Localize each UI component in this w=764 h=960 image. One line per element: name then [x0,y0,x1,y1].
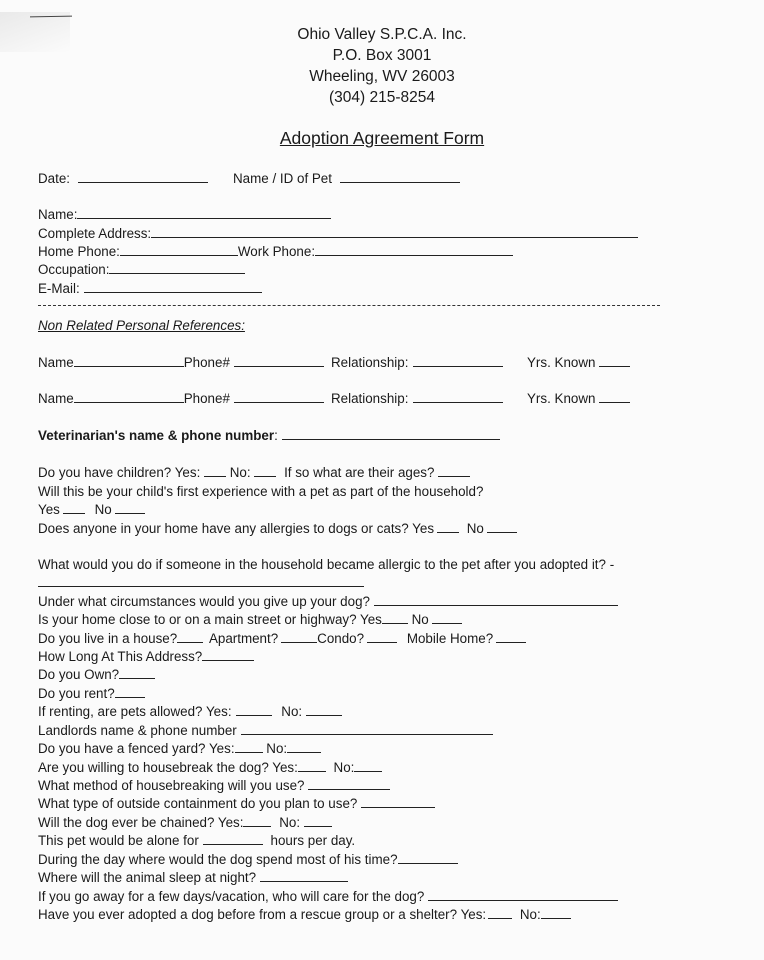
address-label: Complete Address: [38,226,152,241]
fenced-label: Do you have a fenced yard? Yes: [38,741,235,756]
day-spend-row [38,852,458,868]
reference-years [527,391,630,407]
alone-row [38,833,355,849]
condo-field[interactable] [367,631,397,643]
fenced-no-field[interactable] [287,741,321,753]
org-phone: (304) 215-8254 [329,89,435,106]
how-long-row [38,649,254,665]
pets-allowed-no-field[interactable] [306,704,342,716]
allergic-what-label: What would you do if someone in the household became allergic to the pet after you adopted it? - [38,557,615,572]
reference-row [38,355,324,371]
city: Wheeling, WV 26003 [309,68,455,85]
adopted-before-no-label: No: [519,907,541,922]
form-title: Adoption Agreement Form [279,128,485,148]
ref-phone-label: Phone# [183,391,230,406]
apartment-label: Apartment? [208,631,279,646]
email-label: E-Mail: [38,281,80,296]
main-street-no-field[interactable] [432,612,462,624]
ref-rel-field[interactable] [413,391,503,403]
how-long-label: How Long At This Address? [38,649,203,664]
pets-allowed-yes-field[interactable] [236,704,272,716]
day-spend-field[interactable] [398,852,458,864]
give-up-row [38,594,618,610]
children-row [38,465,470,481]
work-phone-field[interactable] [315,244,513,256]
children-no-field[interactable] [254,465,276,477]
chained-row [38,815,332,831]
date-label: Date: [38,171,71,186]
reference-rel [331,355,503,371]
method-label: What method of housebreaking will you use? [38,778,305,793]
allergies-no-label: No [466,521,484,536]
housebreak-no-field[interactable] [354,760,382,772]
first-exp-no-label: No [94,502,112,517]
housebreak-row [38,760,382,776]
references-heading: Non Related Personal References: [38,318,245,333]
housebreak-label: Are you willing to housebreak the dog? Yes: [38,760,298,775]
first-exp-answer [38,502,145,518]
occupation-row [38,262,245,278]
pets-allowed-no-label: No: [281,704,303,719]
housebreak-yes-field[interactable] [298,760,326,772]
dwelling-row [38,631,526,647]
reference-rel [331,391,503,407]
rent-row [38,686,145,702]
children-no-label: No: [229,465,251,480]
occupation-label: Occupation: [38,262,110,277]
ref-years-label: Yrs. Known [527,355,596,370]
how-long-field[interactable] [202,649,254,661]
landlord-field[interactable] [241,723,493,735]
first-exp-yes-label: Yes [38,502,60,517]
rent-label: Do you rent? [38,686,115,701]
ref-rel-label: Relationship: [331,391,409,406]
ref-name-field[interactable] [74,391,184,403]
ref-years-field[interactable] [599,391,630,403]
vet-row [38,428,500,444]
allergies-yes-field[interactable] [437,521,459,533]
chained-no-label: No: [279,815,301,830]
pets-allowed-row [38,704,342,720]
date-row [38,171,208,187]
home-phone-field[interactable] [120,244,238,256]
email-field[interactable] [84,281,262,293]
fenced-row [38,741,321,757]
method-field[interactable] [308,778,390,790]
home-phone-label: Home Phone: [38,244,120,259]
hours-label: hours per day. [270,833,356,848]
allergies-row [38,521,517,537]
section-divider [38,305,660,306]
ref-phone-field[interactable] [234,355,324,367]
own-row [38,667,155,683]
fenced-yes-field[interactable] [235,741,263,753]
main-street-label: Is your home close to or on a main street or highway? Yes [38,612,382,627]
sleep-label: Where will the animal sleep at night? [38,870,257,885]
allergic-what-line [38,575,364,591]
first-exp-no-field[interactable] [115,502,145,514]
vet-colon: : [274,428,278,443]
ref-years-label: Yrs. Known [527,391,596,406]
ref-rel-field[interactable] [413,355,503,367]
children-label: Do you have children? Yes: [38,465,201,480]
ref-years-field[interactable] [599,355,630,367]
chained-yes-field[interactable] [243,815,271,827]
email-row [38,281,262,297]
phone-row [38,244,513,260]
vacation-field[interactable] [428,889,618,901]
name-row [38,207,331,223]
condo-label: Condo? [317,631,365,646]
main-street-row [38,612,462,628]
address-field[interactable] [151,226,638,238]
apartment-field[interactable] [281,631,317,643]
containment-field[interactable] [361,796,435,808]
pets-allowed-label: If renting, are pets allowed? Yes: [38,704,232,719]
pet-row [233,171,460,187]
po-box: P.O. Box 3001 [332,47,432,64]
mobile-home-label: Mobile Home? [406,631,494,646]
main-street-no-label: No [411,612,429,627]
adopted-before-no-field[interactable] [541,907,571,919]
alone-label: This pet would be alone for [38,833,199,848]
give-up-label: Under what circumstances would you give up your dog? [38,594,370,609]
fenced-no-label: No: [266,741,288,756]
children-yes-field[interactable] [204,465,226,477]
date-field[interactable] [78,171,208,183]
allergies-label: Does anyone in your home have any allergies to dogs or cats? Yes [38,521,435,536]
give-up-field[interactable] [374,594,618,606]
ref-rel-label: Relationship: [331,355,409,370]
house-label: Do you live in a house? [38,631,178,646]
ref-name-field[interactable] [74,355,184,367]
rent-field[interactable] [115,686,145,698]
work-phone-label: Work Phone: [237,244,316,259]
ref-phone-field[interactable] [234,391,324,403]
housebreak-no-label: No: [333,760,355,775]
vet-label: Veterinarian's name & phone number [38,428,275,443]
ref-name-label: Name [38,355,74,370]
name-field[interactable] [77,207,331,219]
vet-field[interactable] [282,428,500,440]
containment-label: What type of outside containment do you plan to use? [38,796,358,811]
reference-row [38,391,324,407]
reference-years [527,355,630,371]
ages-label: If so what are their ages? [284,465,435,480]
adopted-before-row [38,907,571,923]
day-spend-label: During the day where would the dog spend most of his time? [38,852,398,867]
occupation-field[interactable] [109,262,245,274]
ref-phone-label: Phone# [183,355,230,370]
allergic-what-field[interactable] [38,575,364,587]
chained-label: Will the dog ever be chained? Yes: [38,815,244,830]
allergies-no-field[interactable] [487,521,517,533]
adopted-before-yes-field[interactable] [488,907,512,919]
vacation-label: If you go away for a few days/vacation, who will care for the dog? [38,889,425,904]
alone-field[interactable] [203,833,263,845]
ref-name-label: Name [38,391,74,406]
landlord-label: Landlords name & phone number [38,723,237,738]
chained-no-field[interactable] [304,815,332,827]
first-exp-yes-field[interactable] [63,502,85,514]
containment-row [38,796,435,812]
org-name: Ohio Valley S.P.C.A. Inc. [297,26,467,43]
sleep-field[interactable] [260,870,348,882]
adopted-before-label: Have you ever adopted a dog before from a rescue group or a shelter? Yes: [38,907,487,922]
mobile-home-field[interactable] [496,631,526,643]
name-label: Name: [38,207,78,222]
method-row [38,778,390,794]
ages-field[interactable] [438,465,470,477]
pet-label: Name / ID of Pet [233,171,332,186]
main-street-yes-field[interactable] [382,612,408,624]
landlord-row [38,723,493,739]
first-exp-label: Will this be your child's first experience with a pet as part of the household? [38,484,484,499]
vacation-row [38,889,618,905]
house-field[interactable] [177,631,203,643]
pet-field[interactable] [340,171,460,183]
own-label: Do you Own? [38,667,120,682]
sleep-row [38,870,348,886]
own-field[interactable] [119,667,155,679]
address-row [38,226,638,242]
